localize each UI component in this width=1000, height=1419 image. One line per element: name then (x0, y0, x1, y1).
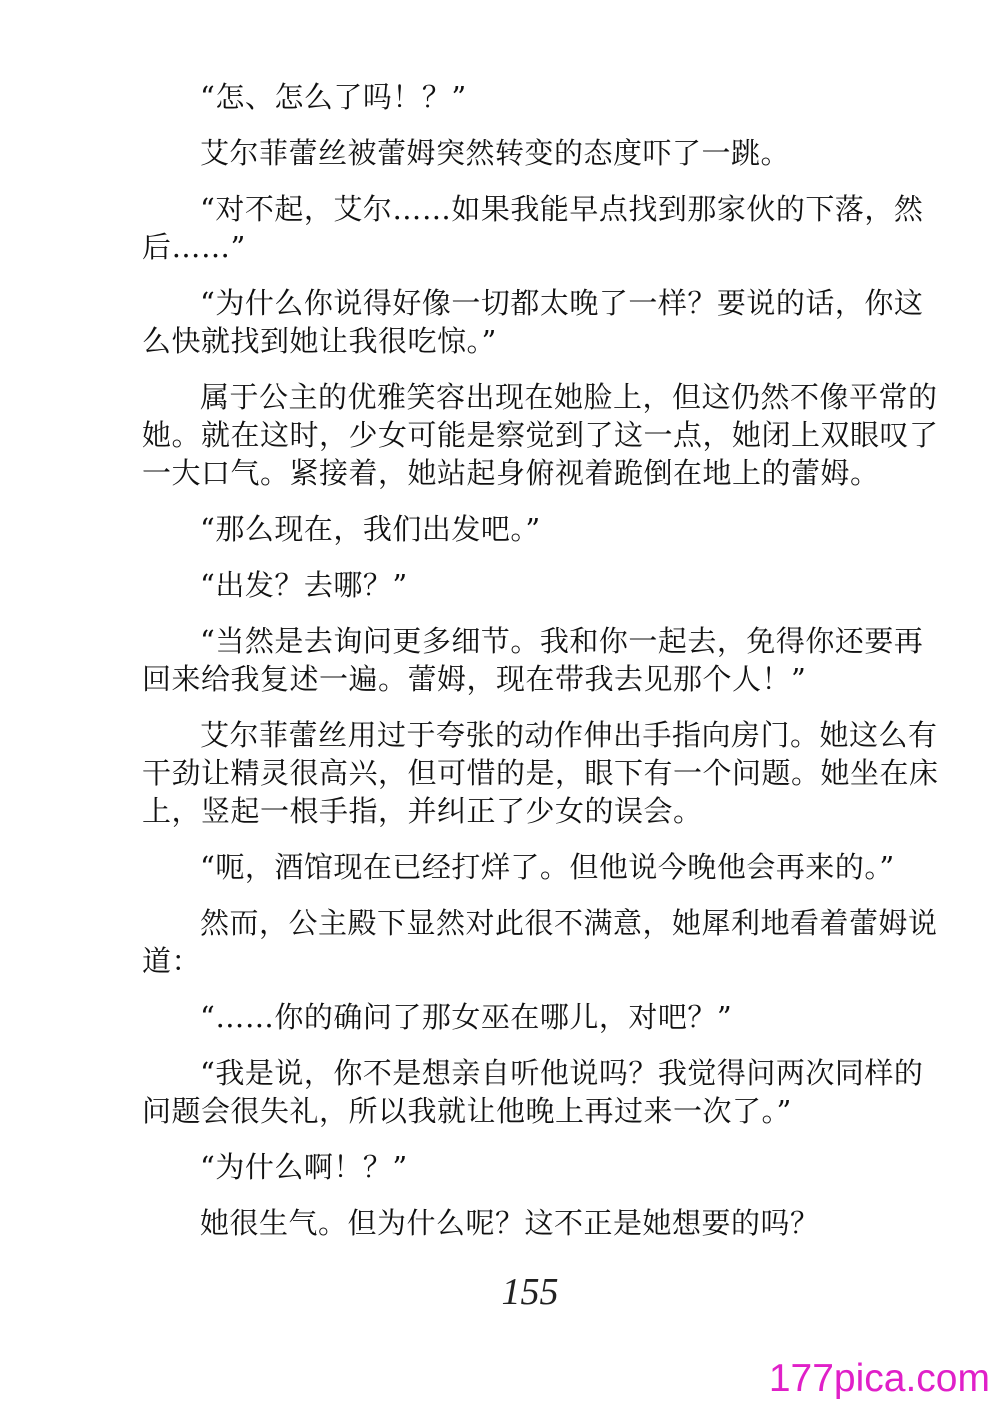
text-line: “我是说，你不是想亲自听他说吗？我觉得问两次同样的 (200, 1056, 924, 1090)
text-line: 问题会很失礼，所以我就让他晚上再过来一次了。” (142, 1094, 792, 1128)
paragraph (142, 566, 918, 604)
text-line: “怎、怎么了吗！？” (200, 80, 467, 114)
text-line: 她。就在这时，少女可能是察觉到了这一点，她闭上双眼叹了 (142, 418, 939, 452)
text-line: 然而，公主殿下显然对此很不满意，她犀利地看着蕾姆说 (200, 906, 938, 940)
text-line: 上，竖起一根手指，并纠正了少女的误会。 (142, 794, 703, 828)
text-line: “为什么你说得好像一切都太晚了一样？要说的话，你这 (200, 286, 924, 320)
text-line: 干劲让精灵很高兴，但可惜的是，眼下有一个问题。她坐在床 (142, 756, 939, 790)
text-line: “那么现在，我们出发吧。” (200, 512, 541, 546)
paragraph (142, 284, 924, 360)
paragraph (142, 378, 939, 492)
paragraph (142, 1204, 918, 1242)
text-line: “当然是去询问更多细节。我和你一起去，免得你还要再 (200, 624, 924, 658)
text-line: “对不起，艾尔……如果我能早点找到那家伙的下落，然 (200, 192, 924, 226)
paragraph (142, 716, 939, 830)
paragraph (142, 510, 918, 548)
paragraph (142, 1148, 918, 1186)
page-number: 155 (501, 1271, 559, 1313)
text-line: “呃，酒馆现在已经打烊了。但他说今晚他会再来的。” (200, 850, 895, 884)
watermark: 177pica.com (768, 1357, 990, 1400)
paragraph (142, 622, 924, 698)
paragraph (142, 1054, 924, 1130)
text-line: “出发？去哪？” (200, 568, 408, 602)
text-line: 么快就找到她让我很吃惊。” (142, 324, 497, 358)
paragraph (142, 904, 938, 980)
text-line: 一大口气。紧接着，她站起身俯视着跪倒在地上的蕾姆。 (142, 456, 880, 490)
text-line: 道： (142, 944, 202, 978)
page-body (142, 78, 939, 1260)
text-line: 她很生气。但为什么呢？这不正是她想要的吗？ (200, 1206, 820, 1240)
paragraph (142, 848, 918, 886)
text-line: 艾尔菲蕾丝用过于夸张的动作伸出手指向房门。她这么有 (200, 718, 938, 752)
text-line: “……你的确问了那女巫在哪儿，对吧？” (200, 1000, 733, 1034)
text-line: 回来给我复述一遍。蕾姆，现在带我去见那个人！” (142, 662, 807, 696)
paragraph (142, 998, 918, 1036)
paragraph (142, 190, 924, 266)
paragraph (142, 78, 918, 116)
text-line: 后……” (142, 230, 246, 264)
text-line: 属于公主的优雅笑容出现在她脸上，但这仍然不像平常的 (200, 380, 938, 414)
text-line: 艾尔菲蕾丝被蕾姆突然转变的态度吓了一跳。 (200, 136, 791, 170)
paragraph (142, 134, 918, 172)
text-line: “为什么啊！？” (200, 1150, 408, 1184)
